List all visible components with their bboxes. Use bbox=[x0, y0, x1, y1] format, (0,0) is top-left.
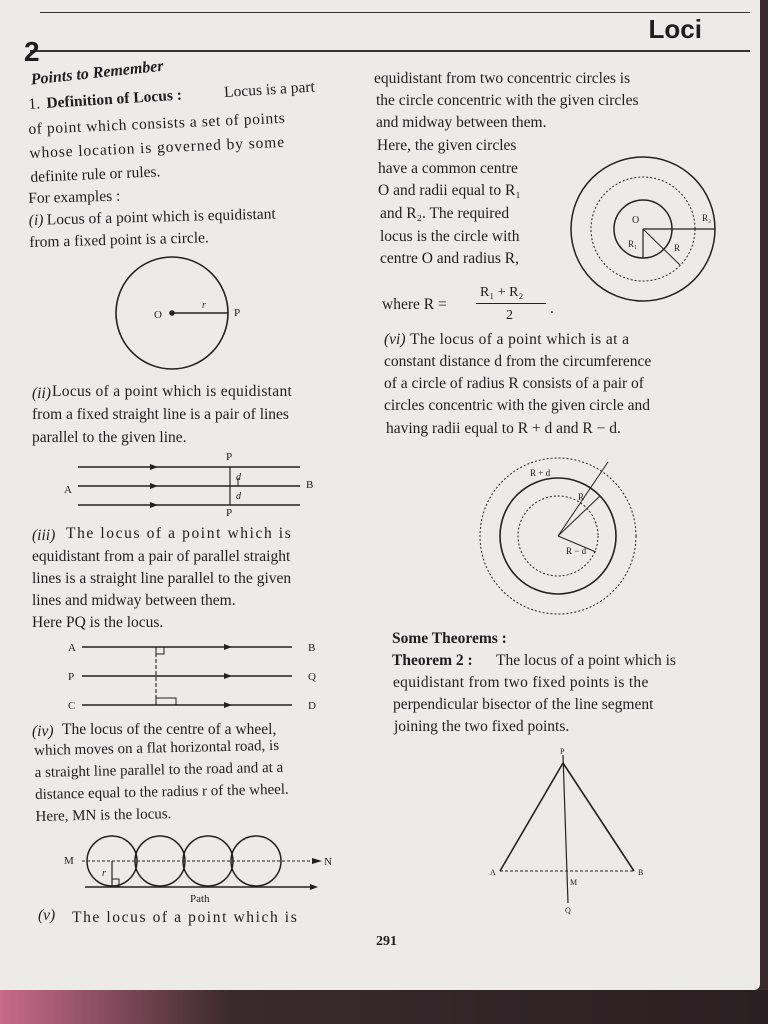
mid-label-b: B bbox=[308, 642, 316, 654]
examples-label: For examples : bbox=[28, 187, 121, 207]
chapter-rule bbox=[30, 50, 750, 52]
item-ii-line-2: from a fixed straight line is a pair of lines bbox=[32, 406, 289, 423]
item-v-line-7: O and radii equal to R₁ bbox=[378, 182, 521, 199]
mid-label-d: D bbox=[308, 700, 316, 712]
item-ii-line-3: parallel to the given line. bbox=[32, 429, 187, 446]
background-surface bbox=[0, 990, 768, 1024]
wheel-label-r: r bbox=[102, 868, 106, 879]
bis-label-b: B bbox=[638, 868, 644, 877]
chapter-number: 2 bbox=[24, 36, 40, 67]
ring-label-r: R bbox=[578, 492, 585, 502]
definition-line-4: definite rule or rules. bbox=[30, 163, 161, 186]
item-i-line-2: from a fixed point is a circle. bbox=[29, 229, 210, 251]
side-pb bbox=[563, 763, 634, 871]
item-iii-line-1: The locus of a point which is bbox=[66, 525, 293, 542]
item-iii-number: (iii) bbox=[32, 527, 56, 544]
item-iii-line-4: lines and midway between them. bbox=[32, 592, 236, 609]
circle-label-o: O bbox=[154, 309, 162, 321]
item-i-number: (i) bbox=[28, 211, 44, 229]
item-vi-line-5: having radii equal to R + d and R − d. bbox=[386, 420, 621, 437]
item-ii-number: (ii) bbox=[32, 385, 51, 402]
fraction-bar bbox=[476, 303, 546, 304]
fraction-numerator: R₁ + R₂ bbox=[480, 285, 524, 300]
ring-circles-figure bbox=[478, 456, 638, 616]
lines-label-p-bottom: P bbox=[226, 507, 233, 519]
item-iv-line-5: Here, MN is the locus. bbox=[35, 806, 172, 825]
item-v-line-8: and R₂. The required bbox=[380, 205, 510, 222]
circle-label-r: r bbox=[202, 300, 206, 311]
bis-label-q: Q bbox=[565, 906, 571, 915]
circle-label-p: P bbox=[234, 307, 241, 319]
theorems-heading: Some Theorems : bbox=[392, 630, 507, 647]
where-label: where R = bbox=[382, 296, 447, 313]
item-iv-line-1: The locus of the centre of a wheel, bbox=[62, 721, 277, 738]
conc-label-o: O bbox=[632, 215, 640, 226]
lines-label-b: B bbox=[306, 479, 314, 491]
fraction-denominator: 2 bbox=[506, 308, 513, 323]
circle-figure bbox=[110, 256, 250, 376]
wheel-path-figure bbox=[60, 836, 330, 916]
item-iii-line-3: lines is a straight line parallel to the given bbox=[32, 570, 292, 587]
item-vi-line-1: The locus of a point which is at a bbox=[410, 331, 630, 348]
wheel-label-n: N bbox=[324, 856, 332, 868]
bisector-line bbox=[563, 755, 568, 903]
mid-label-c: C bbox=[68, 700, 76, 712]
conc-label-r2: R₂ bbox=[702, 213, 712, 223]
page-number: 291 bbox=[376, 934, 397, 949]
lines-label-p-top: P bbox=[226, 451, 233, 463]
midway-locus-figure bbox=[62, 636, 342, 716]
parallel-lines-figure bbox=[60, 448, 330, 518]
mid-label-q: Q bbox=[308, 671, 316, 683]
bis-label-a: A bbox=[490, 868, 496, 877]
circle-centre-dot bbox=[169, 310, 175, 316]
section-heading: Points to Remember bbox=[29, 57, 165, 89]
lines-label-d-1: d bbox=[236, 472, 241, 483]
item-v-line-10: centre O and radius R, bbox=[380, 250, 520, 267]
lines-label-d-2: d bbox=[236, 491, 241, 502]
item-vi-line-3: of a circle of radius R consists of a pair of bbox=[384, 375, 644, 392]
fraction-period: . bbox=[550, 300, 554, 317]
item-v-line-5: Here, the given circles bbox=[377, 137, 517, 154]
item-v-line-6: have a common centre bbox=[378, 160, 518, 177]
mid-label-a: A bbox=[68, 642, 76, 654]
definition-line-3: whose location is governed by some bbox=[29, 133, 286, 162]
ring-label-r-minus-d: R − d bbox=[566, 546, 587, 556]
conc-label-r1: R₁ bbox=[628, 239, 638, 249]
ring-label-r-plus-d: R + d bbox=[530, 468, 551, 478]
item-i-line-1: Locus of a point which is equidistant bbox=[46, 205, 276, 229]
item-iii-line-5: Here PQ is the locus. bbox=[32, 614, 164, 631]
item-vi-line-4: circles concentric with the given circle and bbox=[384, 397, 650, 414]
item-v-line-1: The locus of a point which is bbox=[72, 909, 299, 926]
theorem-2-title: Theorem 2 : bbox=[392, 652, 473, 669]
lines-label-a: A bbox=[64, 484, 72, 496]
wheel-label-path: Path bbox=[190, 893, 210, 905]
item-iv-number: (iv) bbox=[32, 723, 54, 740]
item-v-line-2: equidistant from two concentric circles is bbox=[374, 70, 631, 87]
header-rule bbox=[40, 12, 750, 13]
definition-title: Definition of Locus : bbox=[45, 86, 183, 112]
theorem-2-line-1: The locus of a point which is bbox=[496, 652, 676, 669]
definition-line-1: Locus is a part bbox=[223, 78, 316, 102]
bis-label-m: M bbox=[570, 878, 578, 887]
concentric-circles-figure bbox=[570, 155, 720, 305]
theorem-2-line-3: perpendicular bisector of the line segment bbox=[393, 696, 654, 713]
side-pa bbox=[500, 763, 563, 871]
bis-label-p: P bbox=[560, 747, 565, 756]
wheel-label-m: M bbox=[64, 855, 74, 867]
item-iv-line-3: a straight line parallel to the road and at a bbox=[34, 759, 284, 781]
item-ii-line-1: Locus of a point which is equidistant bbox=[52, 383, 293, 400]
conc-label-r: R bbox=[674, 243, 681, 253]
mid-label-p: P bbox=[68, 671, 75, 683]
item-vi-line-2: constant distance d from the circumference bbox=[384, 353, 652, 370]
definition-line-2: of point which consists a set of points bbox=[28, 109, 286, 138]
item-v-line-9: locus is the circle with bbox=[380, 228, 520, 245]
theorem-2-line-4: joining the two fixed points. bbox=[394, 718, 570, 735]
item-iv-line-4: distance equal to the radius r of the wheel. bbox=[34, 781, 289, 803]
item-v-number: (v) bbox=[38, 907, 56, 924]
item-v-line-4: and midway between them. bbox=[376, 114, 547, 131]
item-vi-number: (vi) bbox=[384, 331, 406, 348]
item-v-line-3: the circle concentric with the given circles bbox=[376, 92, 639, 109]
item-iii-line-2: equidistant from a pair of parallel straight bbox=[32, 548, 291, 565]
item-iv-line-2: which moves on a flat horizontal road, is bbox=[34, 737, 280, 759]
perpendicular-bisector-figure bbox=[488, 745, 658, 915]
chapter-title: Loci bbox=[648, 14, 702, 44]
definition-number: 1. bbox=[28, 95, 41, 113]
theorem-2-line-2: equidistant from two fixed points is the bbox=[393, 674, 649, 691]
